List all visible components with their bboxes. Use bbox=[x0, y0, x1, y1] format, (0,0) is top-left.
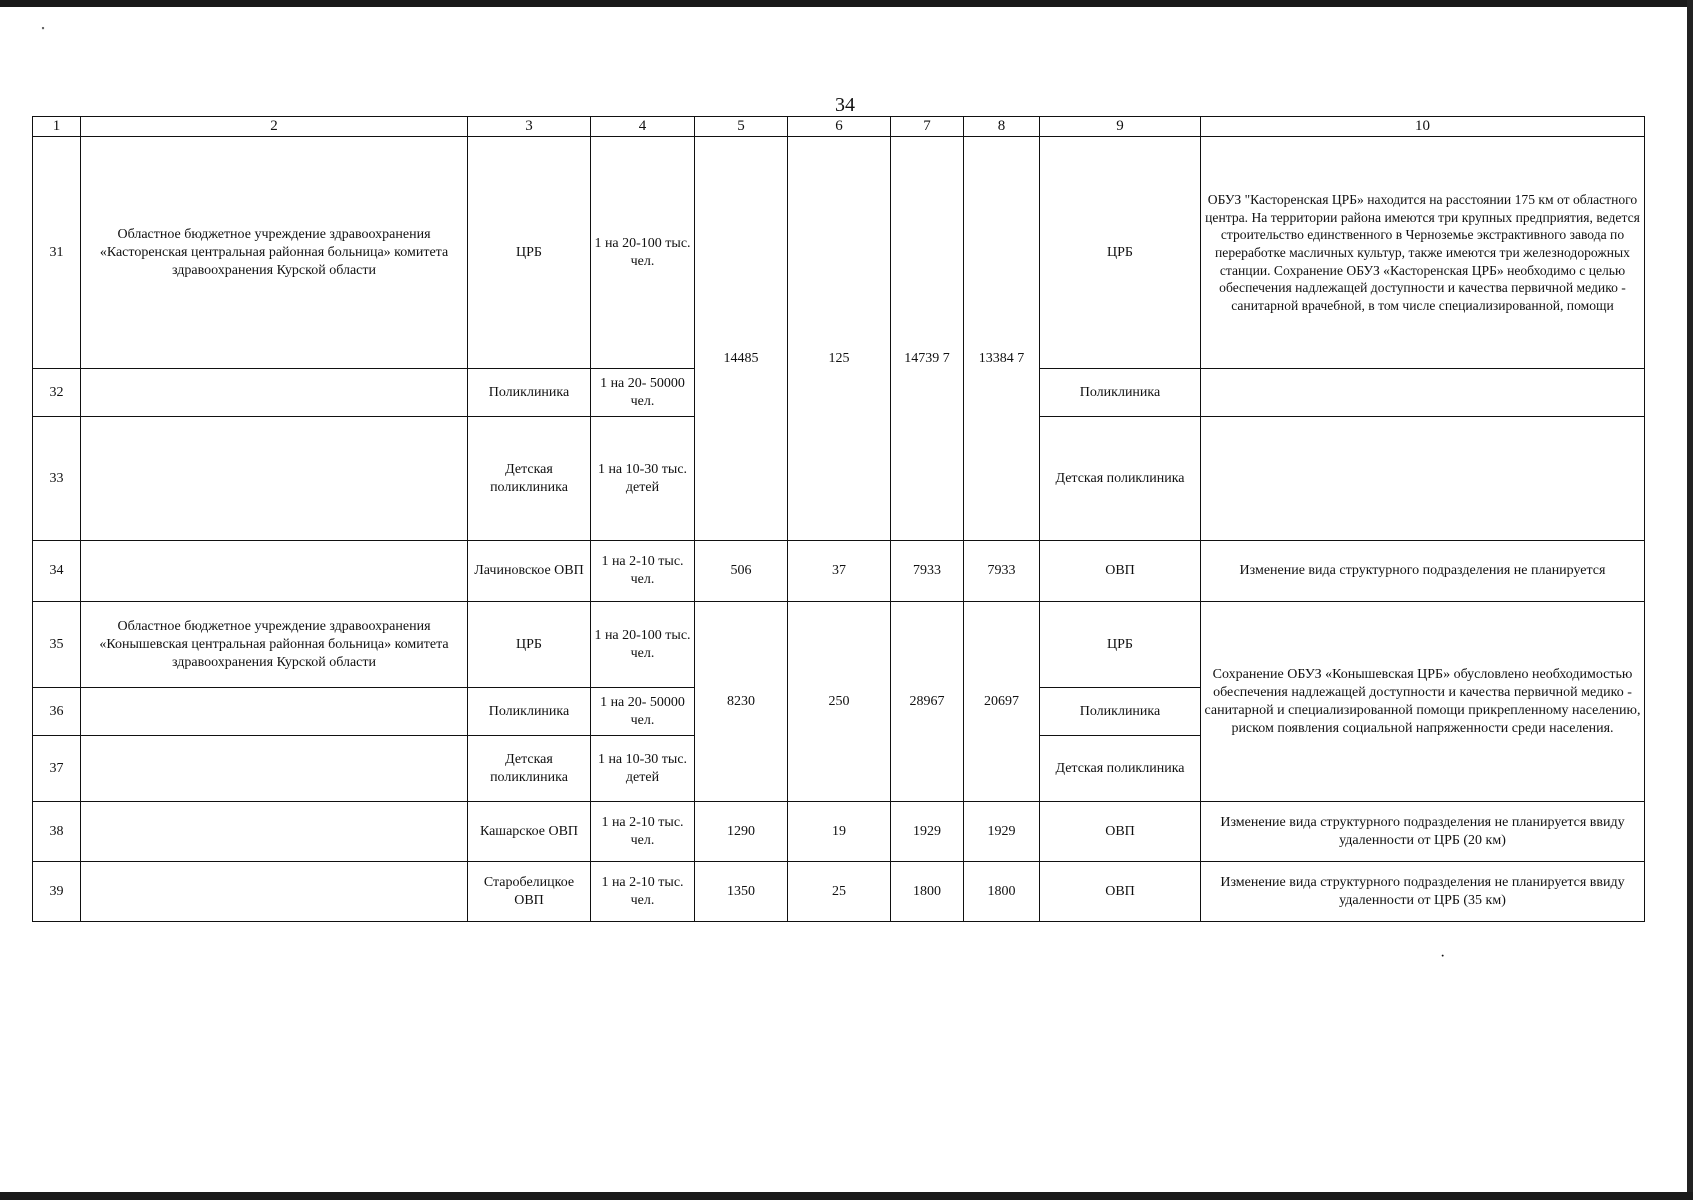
unit-name: Кашарское ОВП bbox=[468, 802, 591, 862]
value-col6: 250 bbox=[788, 602, 891, 802]
scan-border-top bbox=[0, 0, 1693, 7]
unit-type: Детская поликлиника bbox=[1040, 417, 1201, 541]
row-number: 31 bbox=[33, 137, 81, 369]
unit-name: Поликлиника bbox=[468, 369, 591, 417]
unit-type: ЦРБ bbox=[1040, 137, 1201, 369]
value-col7: 28967 bbox=[891, 602, 964, 802]
organization-name: Областное бюджетное учреждение здравоохранения «Касторенская центральная районная больница» комитета здравоохранения Курской области bbox=[81, 137, 468, 369]
value-col8: 13384 7 bbox=[964, 137, 1040, 541]
note: Изменение вида структурного подразделения не планируется ввиду удаленности от ЦРБ (20 км) bbox=[1201, 802, 1645, 862]
table-row bbox=[33, 862, 1645, 922]
value-col6: 25 bbox=[788, 862, 891, 922]
table-row bbox=[33, 541, 1645, 602]
unit-name: Детская поликлиника bbox=[468, 736, 591, 802]
organization-name bbox=[81, 736, 468, 802]
unit-name: ЦРБ bbox=[468, 602, 591, 688]
row-number: 39 bbox=[33, 862, 81, 922]
value-col6: 19 bbox=[788, 802, 891, 862]
norm: 1 на 2-10 тыс. чел. bbox=[591, 802, 695, 862]
value-col5: 14485 bbox=[695, 137, 788, 541]
unit-name: Лачиновское ОВП bbox=[468, 541, 591, 602]
unit-name: Старобелицкое ОВП bbox=[468, 862, 591, 922]
row-number: 36 bbox=[33, 688, 81, 736]
col-header: 10 bbox=[1201, 117, 1645, 137]
value-col5: 1350 bbox=[695, 862, 788, 922]
row-number: 32 bbox=[33, 369, 81, 417]
note: Сохранение ОБУЗ «Конышевская ЦРБ» обусловлено необходимостью обеспечения надлежащей доступности и качества первичной медико - санитарной и специализированной помощи прикрепленному населению, риском появления социальной напряженности среди населения. bbox=[1201, 602, 1645, 802]
organization-name bbox=[81, 417, 468, 541]
organization-name bbox=[81, 369, 468, 417]
col-header: 2 bbox=[81, 117, 468, 137]
note: Изменение вида структурного подразделения не планируется bbox=[1201, 541, 1645, 602]
value-col7: 1929 bbox=[891, 802, 964, 862]
row-number: 38 bbox=[33, 802, 81, 862]
norm: 1 на 20-100 тыс. чел. bbox=[591, 137, 695, 369]
scan-border-right bbox=[1687, 0, 1693, 1200]
value-col7: 14739 7 bbox=[891, 137, 964, 541]
organization-name bbox=[81, 802, 468, 862]
value-col8: 20697 bbox=[964, 602, 1040, 802]
note bbox=[1201, 417, 1645, 541]
table-row bbox=[33, 802, 1645, 862]
unit-type: ОВП bbox=[1040, 802, 1201, 862]
norm: 1 на 10-30 тыс. детей bbox=[591, 736, 695, 802]
unit-name: Детская поликлиника bbox=[468, 417, 591, 541]
col-header: 6 bbox=[788, 117, 891, 137]
row-number: 37 bbox=[33, 736, 81, 802]
unit-type: Детская поликлиника bbox=[1040, 736, 1201, 802]
value-col5: 506 bbox=[695, 541, 788, 602]
unit-name: Поликлиника bbox=[468, 688, 591, 736]
organization-name bbox=[81, 862, 468, 922]
norm: 1 на 2-10 тыс. чел. bbox=[591, 862, 695, 922]
col-header: 8 bbox=[964, 117, 1040, 137]
value-col7: 7933 bbox=[891, 541, 964, 602]
note: Изменение вида структурного подразделения не планируется ввиду удаленности от ЦРБ (35 км) bbox=[1201, 862, 1645, 922]
row-number: 35 bbox=[33, 602, 81, 688]
unit-type: Поликлиника bbox=[1040, 688, 1201, 736]
norm: 1 на 20-100 тыс. чел. bbox=[591, 602, 695, 688]
organization-name bbox=[81, 688, 468, 736]
table-row bbox=[33, 602, 1645, 688]
col-header: 1 bbox=[33, 117, 81, 137]
col-header: 3 bbox=[468, 117, 591, 137]
facilities-table bbox=[32, 116, 1645, 922]
value-col8: 7933 bbox=[964, 541, 1040, 602]
unit-type: ОВП bbox=[1040, 541, 1201, 602]
page-number: 34 bbox=[835, 94, 855, 116]
value-col7: 1800 bbox=[891, 862, 964, 922]
organization-name bbox=[81, 541, 468, 602]
row-number: 34 bbox=[33, 541, 81, 602]
value-col8: 1929 bbox=[964, 802, 1040, 862]
value-col5: 8230 bbox=[695, 602, 788, 802]
norm: 1 на 20- 50000 чел. bbox=[591, 369, 695, 417]
row-number: 33 bbox=[33, 417, 81, 541]
header-row bbox=[33, 117, 1645, 137]
note bbox=[1201, 369, 1645, 417]
value-col6: 125 bbox=[788, 137, 891, 541]
norm: 1 на 2-10 тыс. чел. bbox=[591, 541, 695, 602]
table-row bbox=[33, 137, 1645, 369]
col-header: 9 bbox=[1040, 117, 1201, 137]
unit-type: Поликлиника bbox=[1040, 369, 1201, 417]
value-col5: 1290 bbox=[695, 802, 788, 862]
note: ОБУЗ "Касторенская ЦРБ» находится на расстоянии 175 км от областного центра. На территории района имеются три крупных предприятия, ведется строительство единственного в Черноземье экстрактивного завода по переработке масличных культур, также имеются три железнодорожных станции. Сохранение ОБУЗ «Касторенская ЦРБ» необходимо с целью обеспечения надлежащей доступности и качества первичной медико - санитарной врачебной, в том числе специализированной, помощи bbox=[1201, 137, 1645, 369]
norm: 1 на 10-30 тыс. детей bbox=[591, 417, 695, 541]
unit-type: ЦРБ bbox=[1040, 602, 1201, 688]
col-header: 5 bbox=[695, 117, 788, 137]
value-col6: 37 bbox=[788, 541, 891, 602]
scan-speck: · bbox=[1440, 948, 1446, 965]
norm: 1 на 20- 50000 чел. bbox=[591, 688, 695, 736]
organization-name: Областное бюджетное учреждение здравоохранения «Конышевская центральная районная больница» комитета здравоохранения Курской области bbox=[81, 602, 468, 688]
unit-name: ЦРБ bbox=[468, 137, 591, 369]
scan-speck: ⸼ bbox=[42, 15, 46, 30]
unit-type: ОВП bbox=[1040, 862, 1201, 922]
col-header: 7 bbox=[891, 117, 964, 137]
scan-border-bottom bbox=[0, 1192, 1693, 1200]
value-col8: 1800 bbox=[964, 862, 1040, 922]
col-header: 4 bbox=[591, 117, 695, 137]
